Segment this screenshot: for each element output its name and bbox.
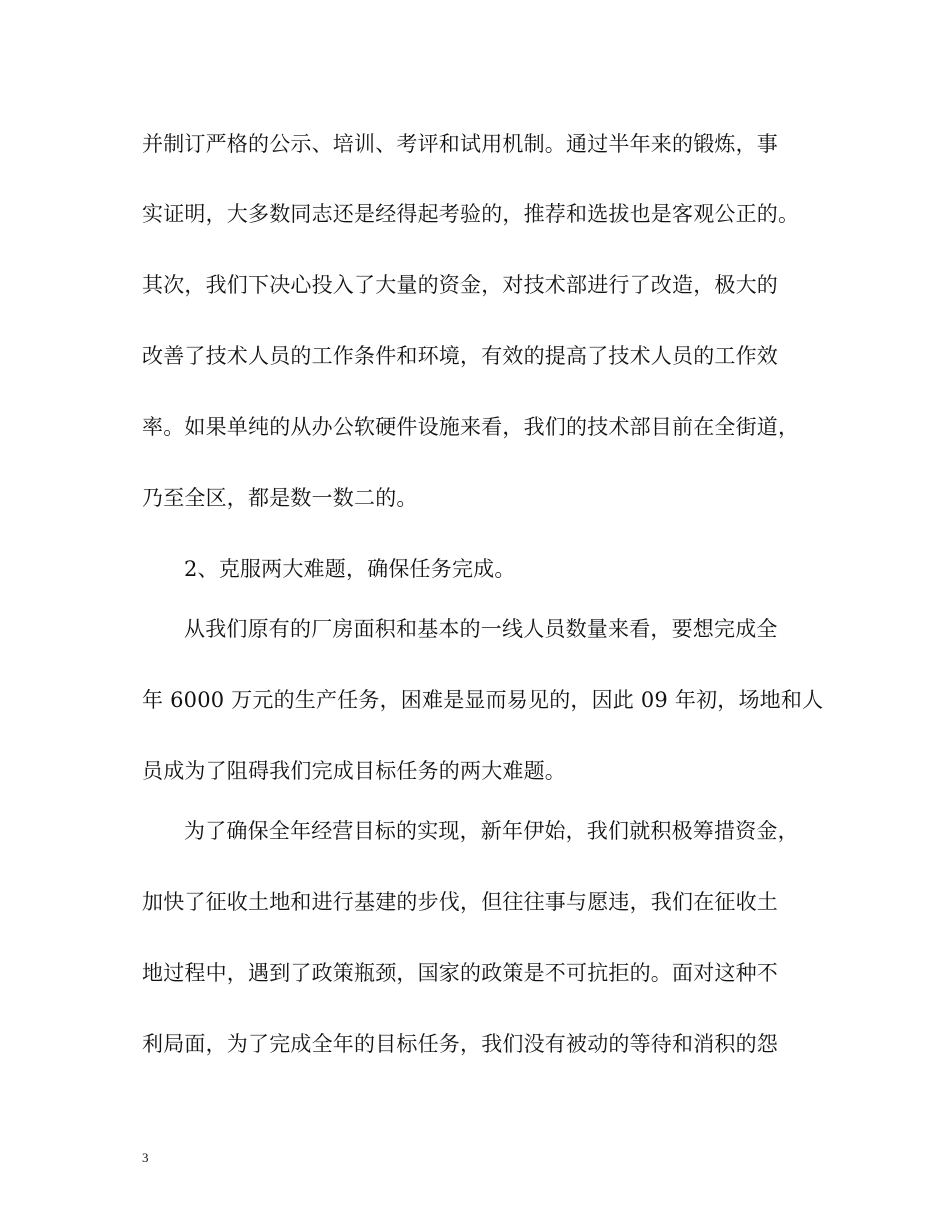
text-line: 乃至全区，都是数一数二的。 [142,486,418,510]
text-line: 改善了技术人员的工作条件和环境，有效的提高了技术人员的工作效 [142,344,778,368]
text-line: 其次，我们下决心投入了大量的资金，对技术部进行了改造，极大的 [142,273,778,297]
text-line: 利局面，为了完成全年的目标任务，我们没有被动的等待和消积的怨 [142,1032,778,1056]
text-line: 员成为了阻碍我们完成目标任务的两大难题。 [142,759,566,783]
text-line: 从我们原有的厂房面积和基本的一线人员数量来看，要想完成全 [184,617,778,641]
text-line: 加快了征收土地和进行基建的步伐，但往往事与愿违，我们在征收土 [142,890,778,914]
page-number: 3 [142,1150,149,1165]
text-line: 年 6000 万元的生产任务，困难是显而易见的，因此 09 年初，场地和人 [142,688,824,712]
text-line: 实证明，大多数同志还是经得起考验的，推荐和选拔也是客观公正的。 [142,202,800,226]
text-line: 并制订严格的公示、培训、考评和试用机制。通过半年来的锻炼，事 [142,132,778,156]
text-line: 地过程中，遇到了政策瓶颈，国家的政策是不可抗拒的。面对这种不 [142,961,778,985]
section-heading: 2、克服两大难题，确保任务完成。 [184,557,516,581]
text-line: 率。如果单纯的从办公软硬件设施来看，我们的技术部目前在全街道， [142,415,800,439]
text-line: 为了确保全年经营目标的实现，新年伊始，我们就积极筹措资金， [184,819,799,843]
